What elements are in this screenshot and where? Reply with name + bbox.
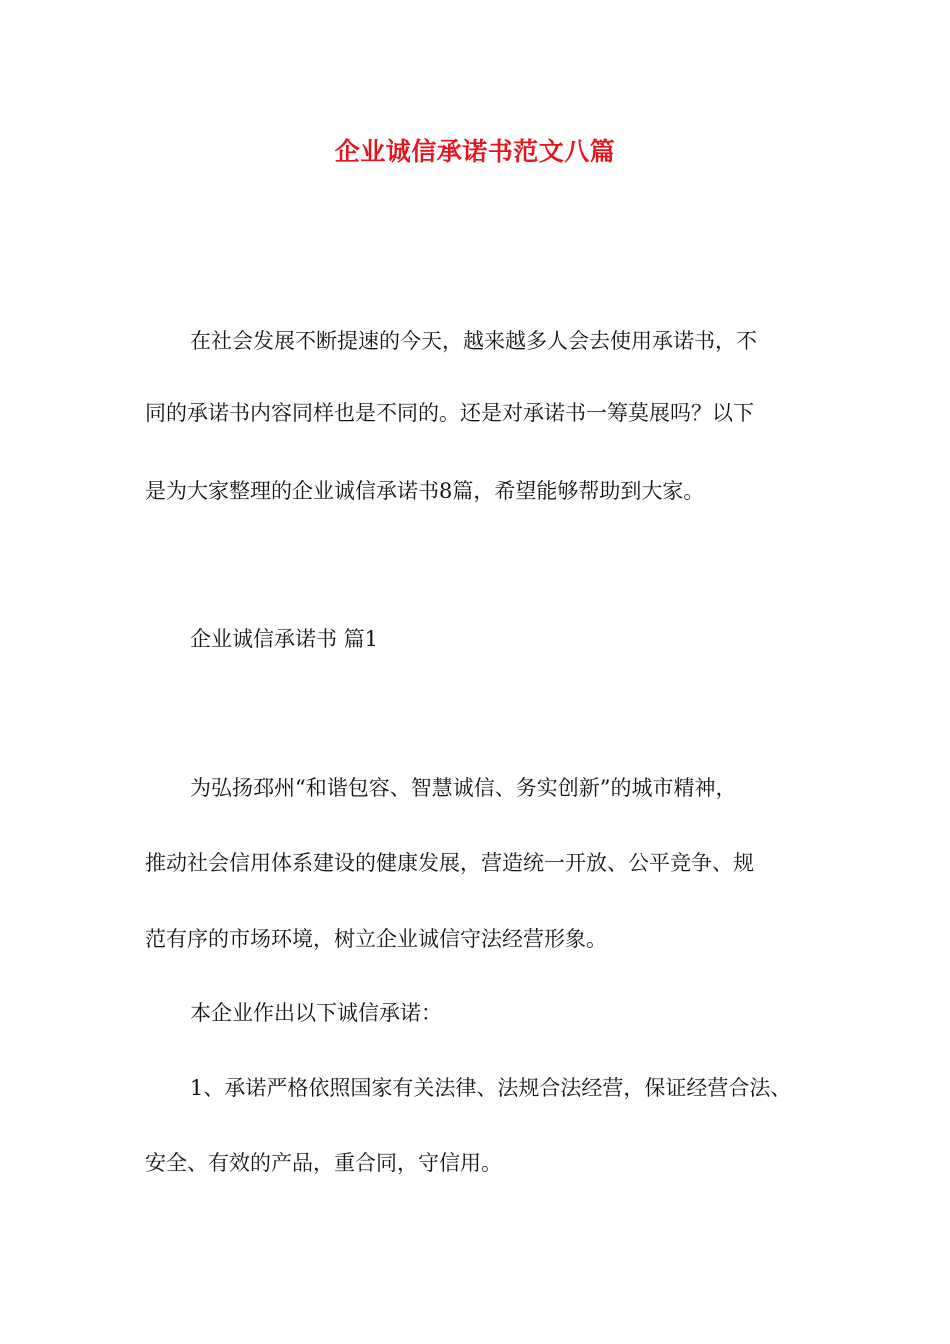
body-line: 本企业作出以下诚信承诺： bbox=[190, 1001, 442, 1025]
section-heading: 企业诚信承诺书 篇1 bbox=[190, 627, 379, 651]
document-title: 企业诚信承诺书范文八篇 bbox=[334, 137, 616, 166]
intro-line: 是为大家整理的企业诚信承诺书8篇，希望能够帮助到大家。 bbox=[145, 479, 705, 503]
body-line: 范有序的市场环境，树立企业诚信守法经营形象。 bbox=[145, 927, 607, 951]
body-line: 为弘扬邳州“和谐包容、智慧诚信、务实创新”的城市精神， bbox=[190, 776, 737, 800]
intro-line: 在社会发展不断提速的今天，越来越多人会去使用承诺书，不 bbox=[190, 329, 757, 353]
body-line: 安全、有效的产品，重合同，守信用。 bbox=[145, 1151, 502, 1175]
body-line: 1、承诺严格依照国家有关法律、法规合法经营，保证经营合法、 bbox=[190, 1076, 792, 1100]
intro-line: 同的承诺书内容同样也是不同的。还是对承诺书一筹莫展吗？以下 bbox=[145, 401, 754, 425]
body-line: 推动社会信用体系建设的健康发展，营造统一开放、公平竞争、规 bbox=[145, 851, 754, 875]
